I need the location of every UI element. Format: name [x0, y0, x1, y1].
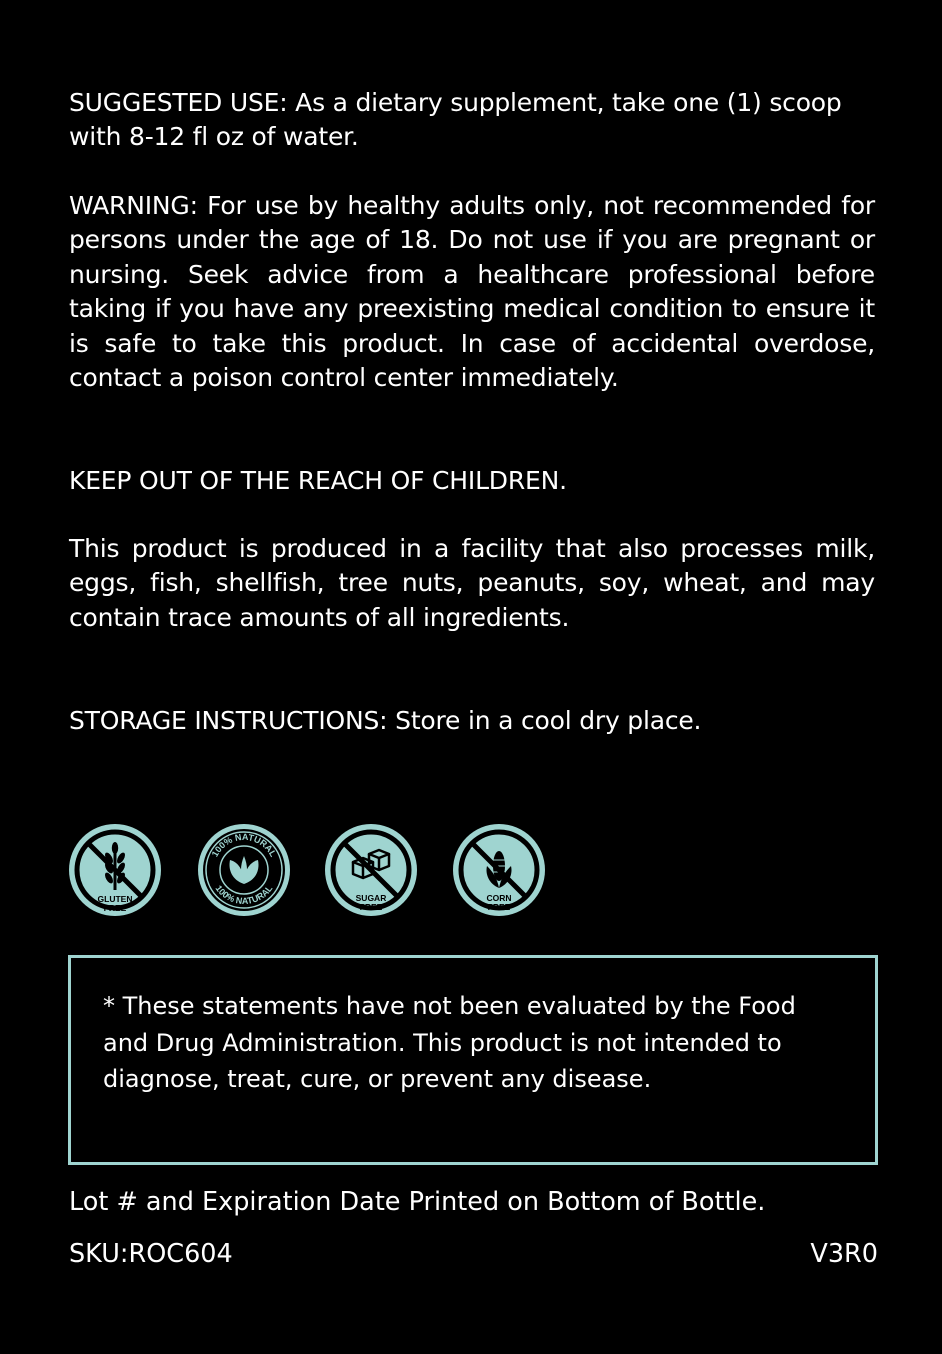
- lot-expiration-note: Lot # and Expiration Date Printed on Bottom of Bottle.: [69, 1187, 766, 1217]
- badge-line2: FREE: [487, 902, 511, 912]
- ring-text-top: 100% NATURAL: [209, 831, 279, 859]
- allergen-text: This product is produced in a facility that also processes milk, eggs, fish, shellfish, tree nuts, peanuts, soy, wheat, and may contain trace amounts of all ingredients.: [69, 534, 875, 632]
- badge-line2: FREE: [103, 903, 127, 913]
- corn-icon: [451, 822, 547, 918]
- ring-text-bottom: 100% NATURAL: [213, 883, 275, 907]
- corn-free-badge: [451, 822, 547, 918]
- badge-line1: GLUTEN: [97, 894, 133, 904]
- natural-badge: [196, 822, 292, 918]
- warning-text: WARNING: For use by healthy adults only, not recommended for persons under the age of 18. Do not use if you are pregnant or nursing. Seek advice from a healthcare professional before taking if you have any preexisting medical condition to ensure it is safe to take this product. In case of accidental overdose, contact a poison control center immediately.: [69, 191, 875, 393]
- sku-code: SKU:ROC604: [69, 1239, 233, 1269]
- fda-disclaimer-box: [68, 955, 878, 1165]
- wheat-icon: [67, 822, 163, 918]
- badge-line2: FREE: [359, 902, 383, 912]
- fda-disclaimer-text: * These statements have not been evaluated by the Food and Drug Administration. This product is not intended to diagnose, treat, cure, or prevent any disease.: [103, 992, 796, 1094]
- keep-out-text: KEEP OUT OF THE REACH OF CHILDREN.: [69, 466, 567, 495]
- version-code: V3R0: [810, 1239, 878, 1269]
- badge-line1: SUGAR: [355, 893, 387, 903]
- storage-text: STORAGE INSTRUCTIONS: Store in a cool dry place.: [69, 706, 702, 735]
- sugar-cubes-icon: [323, 822, 419, 918]
- badge-row: [67, 822, 557, 918]
- sugar-free-badge: [323, 822, 419, 918]
- suggested-use-text: SUGGESTED USE: As a dietary supplement, take one (1) scoop with 8-12 fl oz of water.: [69, 88, 842, 152]
- leaf-icon: [196, 822, 292, 918]
- badge-line1: CORN: [486, 893, 512, 903]
- gluten-free-badge: [67, 822, 163, 918]
